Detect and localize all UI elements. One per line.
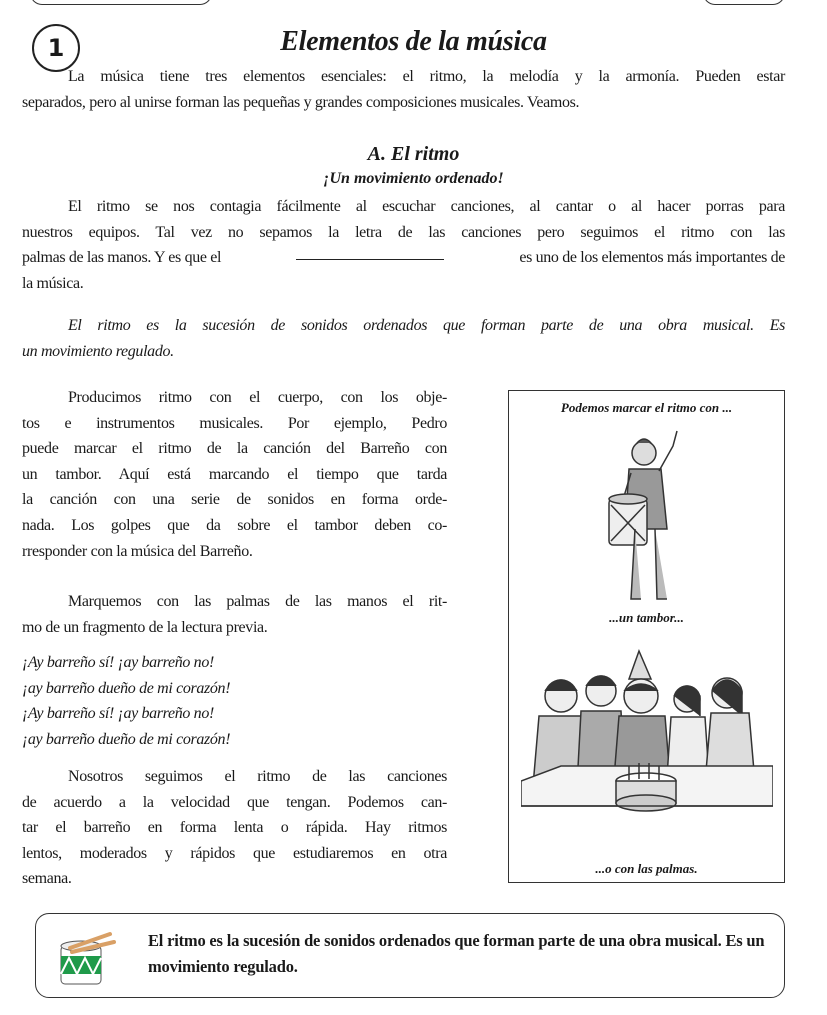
text-line: un movimiento regulado.: [22, 342, 174, 360]
fill-in-blank[interactable]: [296, 245, 444, 260]
text-line: nuestros equipos. Tal vez no sepamos la letra de las canciones pero seguimos el ritmo con las: [22, 223, 785, 241]
text-line: de acuerdo a la velocidad que tengan. Podemos can-: [22, 793, 447, 811]
intro-paragraph: [22, 64, 785, 115]
text-segment: es uno de los elementos más importantes de: [519, 249, 785, 267]
text-line: semana.: [22, 870, 72, 888]
caption-bottom: ...o con las palmas.: [595, 861, 698, 876]
text-line: Nosotros seguimos el ritmo de las canciones: [68, 768, 447, 785]
fill-blank-line: [22, 245, 785, 271]
definition-paragraph: [22, 313, 785, 364]
birthday-clapping-illustration: [521, 641, 773, 851]
text-line: la música.: [22, 274, 84, 292]
poem-line: ¡Ay barreño sí! ¡ay barreño no!: [22, 654, 214, 671]
text-line: La música tiene tres elementos esenciales: el ritmo, la melodía y la armonía. Pueden estar: [68, 68, 785, 85]
section-subheading: ¡Un movimiento ordenado!: [323, 170, 504, 187]
top-right-tab: [703, 0, 785, 5]
poem-line: ¡Ay barreño sí! ¡ay barreño no!: [22, 705, 214, 723]
text-line: la canción con una serie de sonidos en forma orde-: [22, 491, 447, 509]
clap-paragraph: [22, 589, 447, 640]
poem-line: ¡ay barreño dueño de mi corazón!: [22, 730, 231, 748]
text-line: rresponder con la música del Barreño.: [22, 542, 253, 560]
summary-box: [35, 913, 785, 998]
summary-text: El ritmo es la sucesión de sonidos ordenados que forman parte de una obra musical. Es un movimiento regulado.: [148, 931, 765, 976]
text-segment: palmas de las manos. Y es que el: [22, 249, 222, 267]
text-line: lentos, moderados y rápidos que estudiaremos en otra: [22, 844, 447, 862]
poem: [22, 650, 447, 752]
text-line: separados, pero al unirse forman las pequeñas y grandes composiciones musicales. Veamos.: [22, 93, 580, 111]
text-line: Producimos ritmo con el cuerpo, con los obje-: [68, 389, 447, 406]
illustration-box: [508, 390, 785, 883]
caption-top: Podemos marcar el ritmo con ...: [560, 400, 733, 415]
text-line: puede marcar el ritmo de la canción del Barreño con: [22, 440, 447, 458]
text-line: tar el barreño en forma lenta o rápida. Hay ritmos: [22, 819, 447, 837]
text-line: Marquemos con las palmas de las manos el rit-: [68, 593, 447, 610]
text-line: El ritmo es la sucesión de sonidos ordenados que forman parte de una obra musical. Es: [68, 317, 785, 334]
caption-mid: ...un tambor...: [609, 610, 684, 625]
section-heading: A. El ritmo: [367, 143, 460, 165]
drum-icon: [58, 930, 128, 988]
tempo-paragraph: [22, 764, 447, 892]
text-line: nada. Los golpes que da sobre el tambor deben co-: [22, 516, 447, 534]
text-line: tos e instrumentos musicales. Por ejemplo, Pedro: [22, 414, 447, 432]
page-title: Elementos de la música: [280, 26, 547, 57]
rhythm-paragraph: [22, 194, 785, 296]
text-line: mo de un fragmento de la lectura previa.: [22, 618, 268, 636]
poem-line: ¡ay barreño dueño de mi corazón!: [22, 679, 231, 697]
drummer-illustration: [589, 421, 709, 616]
top-left-tab: [30, 0, 212, 5]
body-paragraph: [22, 385, 447, 564]
lesson-number: 1: [32, 24, 80, 72]
text-line: un tambor. Aquí está marcando el tiempo que tarda: [22, 465, 447, 483]
text-line: El ritmo se nos contagia fácilmente al escuchar canciones, al cantar o al hacer porras para: [68, 198, 785, 215]
